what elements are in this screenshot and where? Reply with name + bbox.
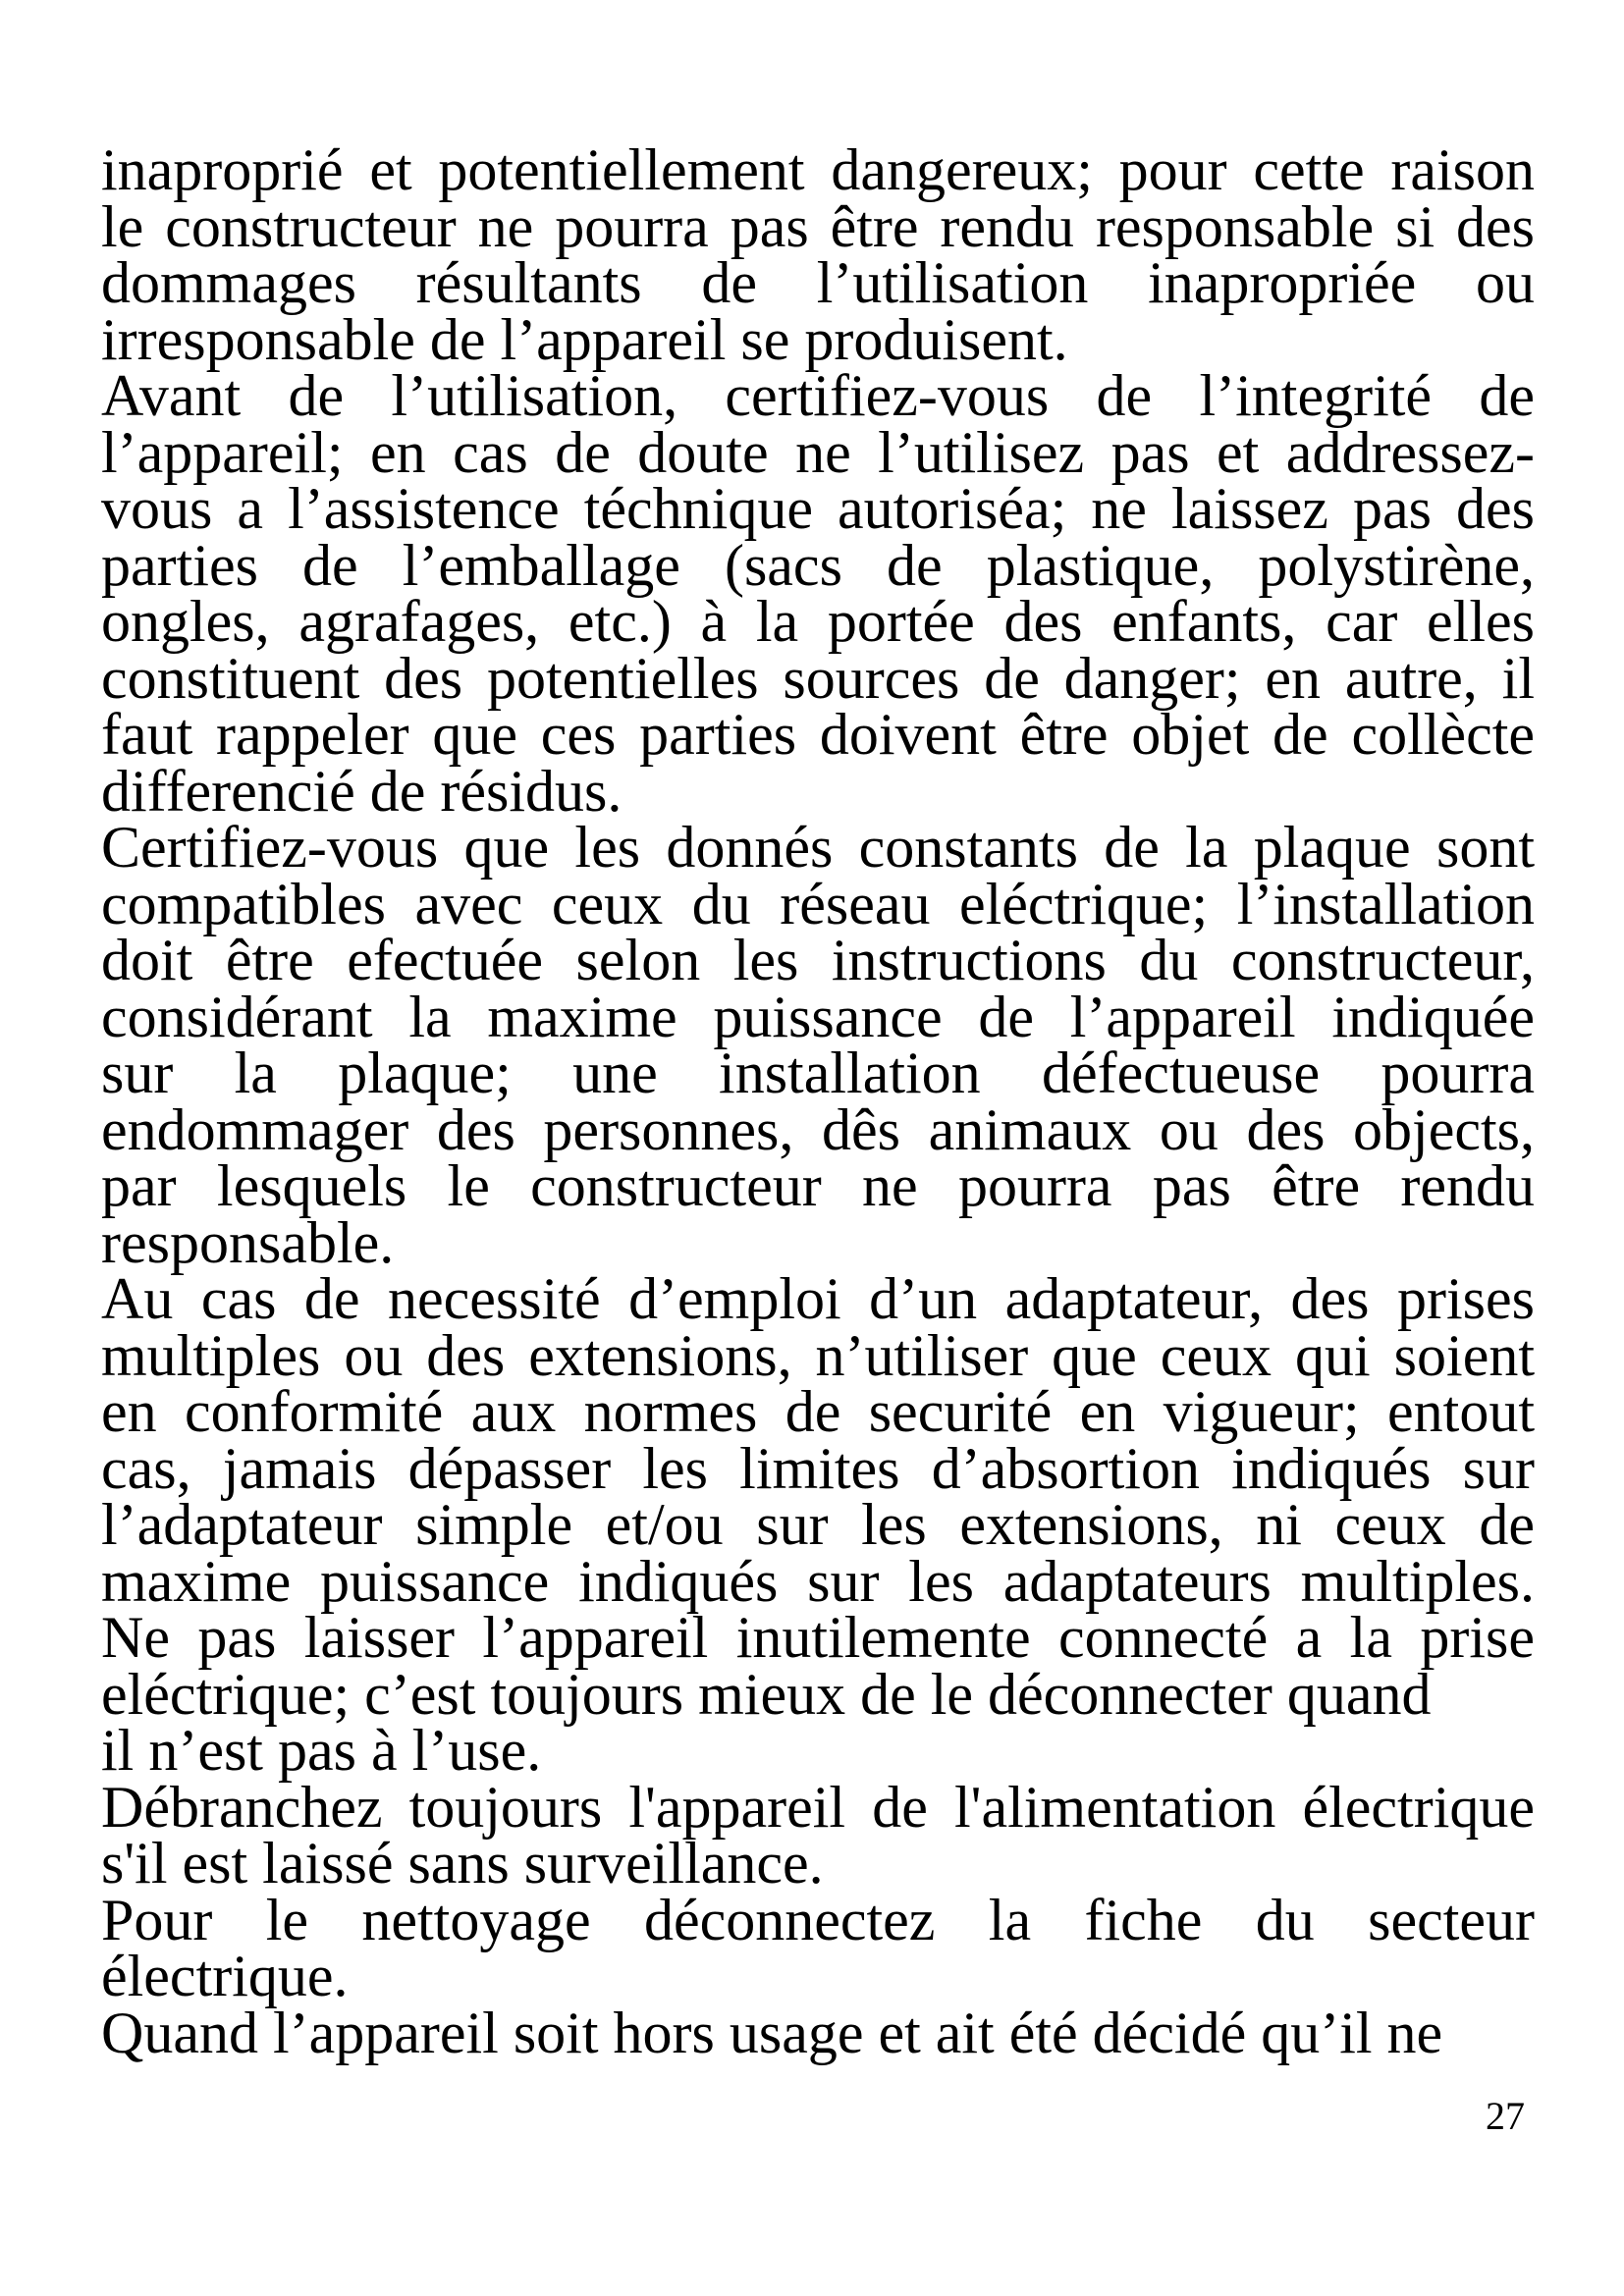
text-line: multiples ou des extensions, n’utiliser que ceux qui soient <box>101 1322 1535 1388</box>
text-line: endommager des personnes, dês animaux ou des objects, <box>101 1096 1535 1162</box>
text-line: differencié de résidus. <box>101 758 623 824</box>
text-line: Au cas de necessité d’emploi d’un adaptateur, des prises <box>101 1266 1535 1331</box>
text-line: Débranchez toujours l'appareil de l'alimentation électrique <box>101 1774 1535 1840</box>
text-line: irresponsable de l’appareil se produisent. <box>101 306 1068 372</box>
text-line: dommages résultants de l’utilisation inapropriée ou <box>101 250 1535 315</box>
text-line: cas, jamais dépasser les limites d’absortion indiqués sur <box>101 1435 1535 1501</box>
text-line: électrique. <box>101 1944 349 2008</box>
text-line: eléctrique; c’est toujours mieux de le déconnecter quand <box>101 1661 1432 1727</box>
text-line: Ne pas laisser l’appareil inutilemente connecté a la prise <box>101 1605 1535 1670</box>
paragraph-rating-plate <box>101 815 1535 1275</box>
text-line: responsable. <box>101 1209 395 1275</box>
text-line: parties de l’emballage (sacs de plastique, polystirène, <box>101 532 1535 598</box>
text-line: le constructeur ne pourra pas être rendu responsable si des <box>101 193 1535 259</box>
page-number: 27 <box>1486 2094 1525 2138</box>
paragraph-unplug-idle <box>101 1605 1535 1783</box>
text-line: considérant la maxime puissance de l’appareil indiquée <box>101 984 1535 1049</box>
paragraph-before-use <box>101 363 1535 824</box>
text-line: Pour le nettoyage déconnectez la fiche du secteur <box>101 1887 1535 1952</box>
text-line: compatibles avec ceux du réseau eléctrique; l’installation <box>101 871 1535 936</box>
text-line: ongles, agrafages, etc.) à la portée des enfants, car elles <box>101 589 1535 654</box>
paragraph-unattended <box>101 1774 1535 1896</box>
text-line: constituent des potentielles sources de danger; en autre, il <box>101 645 1535 711</box>
text-line: s'il est laissé sans surveillance. <box>101 1831 824 1896</box>
text-line: Quand l’appareil soit hors usage et ait été décidé qu’il ne <box>101 2000 1443 2065</box>
text-line: maxime puissance indiqués sur les adaptateurs multiples. <box>101 1548 1535 1614</box>
document-body <box>101 137 1535 2065</box>
text-line: sur la plaque; une installation défectueuse pourra <box>101 1041 1535 1105</box>
paragraph-disposal <box>101 2000 1535 2065</box>
text-line: vous a l’assistence téchnique autoriséa; ne laissez pas des <box>101 476 1535 541</box>
text-line: Avant de l’utilisation, certifiez-vous de l’integrité de <box>101 363 1535 428</box>
paragraph-adapters <box>101 1266 1535 1614</box>
text-line: en conformité aux normes de securité en vigueur; entout <box>101 1379 1535 1444</box>
paragraph-cleaning <box>101 1887 1535 2008</box>
text-line: l’adaptateur simple et/ou sur les extensions, ni ceux de <box>101 1492 1535 1557</box>
text-line: par lesquels le constructeur ne pourra pas être rendu <box>101 1153 1535 1218</box>
text-line: Certifiez-vous que les donnés constants de la plaque sont <box>101 815 1535 880</box>
text-line: inaproprié et potentiellement dangereux; pour cette raison <box>101 137 1535 202</box>
text-line: faut rappeler que ces parties doivent être objet de collècte <box>101 702 1535 767</box>
paragraph-improper-use <box>101 137 1535 372</box>
text-line: l’appareil; en cas de doute ne l’utilisez pas et addressez- <box>101 419 1535 485</box>
text-line: doit être efectuée selon les instructions du constructeur, <box>101 928 1535 992</box>
text-line: il n’est pas à l’use. <box>101 1718 542 1783</box>
